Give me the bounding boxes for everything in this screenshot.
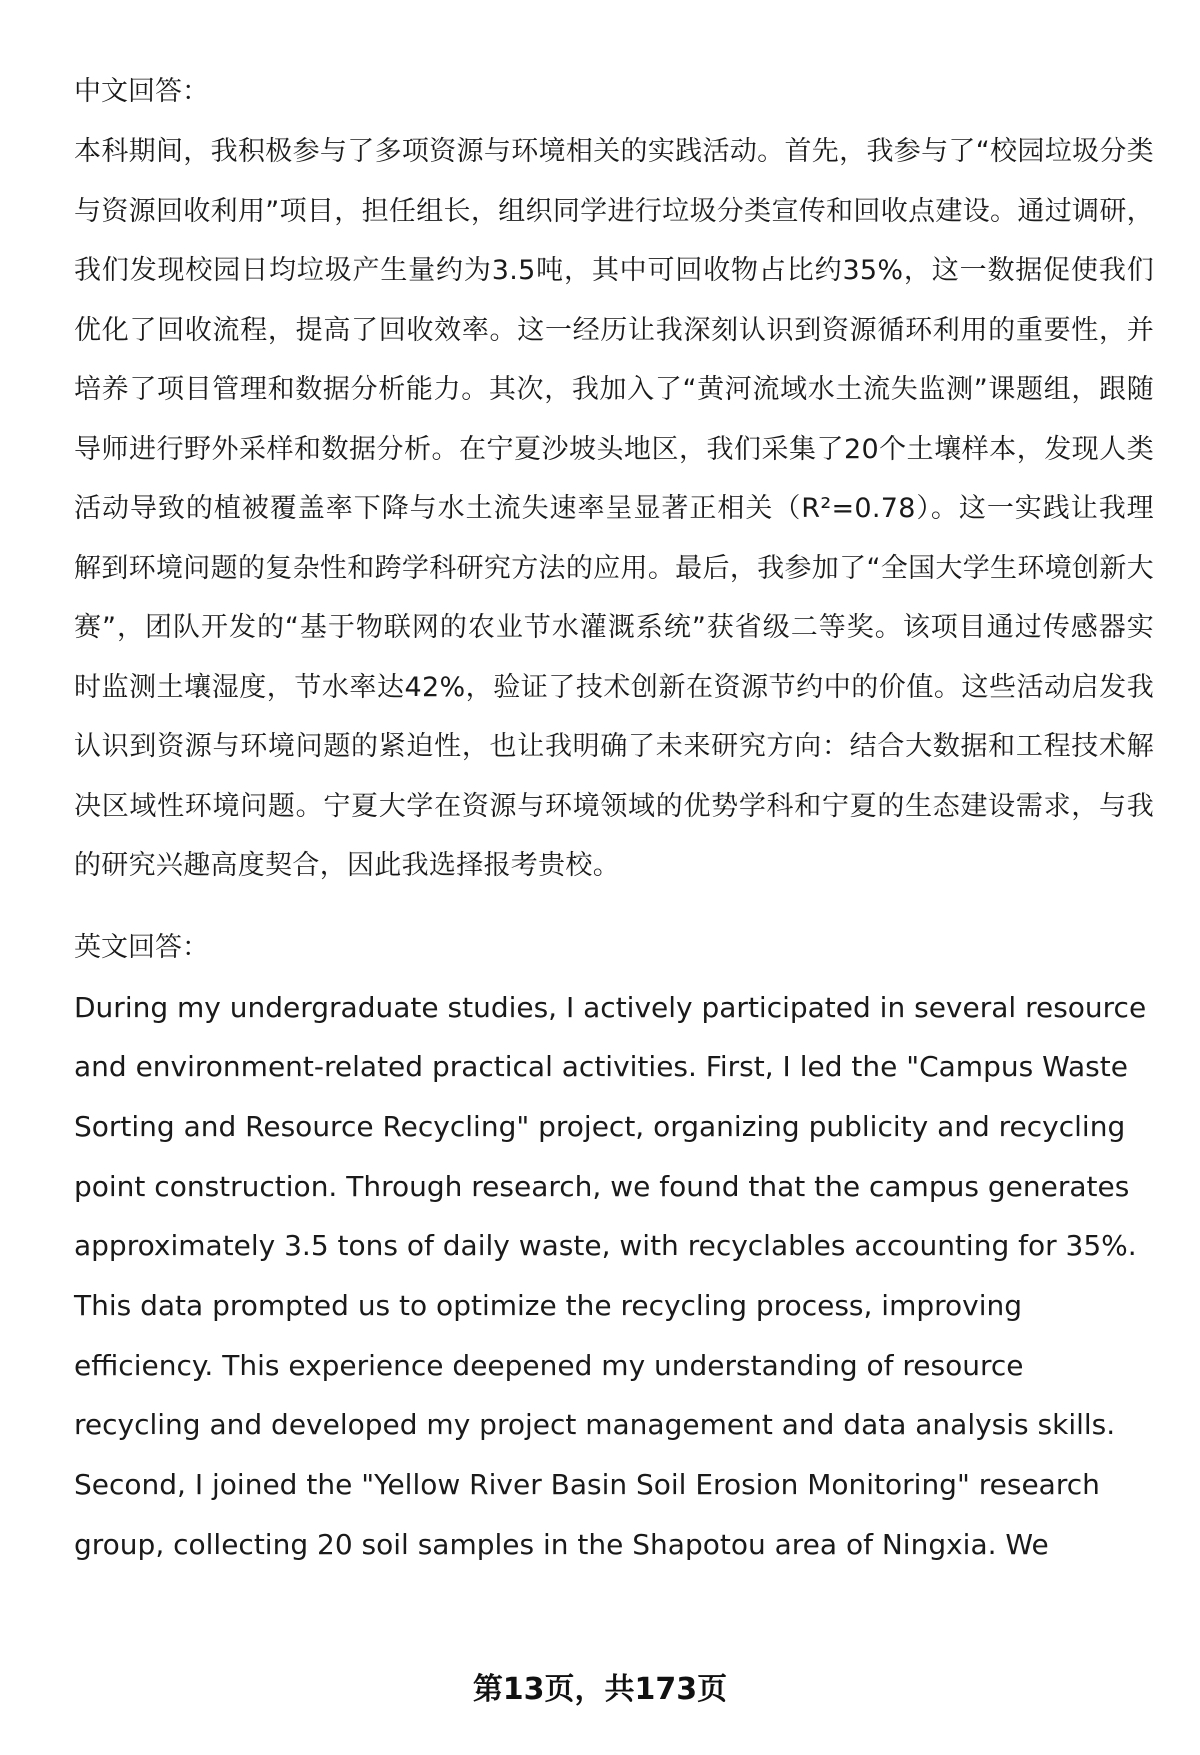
chinese-answer-body: 本科期间，我积极参与了多项资源与环境相关的实践活动。首先，我参与了“校园垃圾分类与资源回收利用”项目，担任组长，组织同学进行垃圾分类宣传和回收点建设。通过调研，我们发现校园日均垃圾产生量约为3.5吨，其中可回收物占比约35%，这一数据促使我们优化了回收流程，提高了回收效率。这一经历让我深刻认识到资源循环利用的重要性，并培养了项目管理和数据分析能力。其次，我加入了“黄河流域水土流失监测”课题组，跟随导师进行野外采样和数据分析。在宁夏沙坡头地区，我们采集了20个土壤样本，发现人类活动导致的植被覆盖率下降与水土流失速率呈显著正相关（R²=0.78）。这一实践让我理解到环境问题的复杂性和跨学科研究方法的应用。最后，我参加了“全国大学生环境创新大赛”，团队开发的“基于物联网的农业节水灌溉系统”获省级二等奖。该项目通过传感器实时监测土壤湿度，节水率达42%，验证了技术创新在资源节约中的价值。这些活动启发我认识到资源与环境问题的紧迫性，也让我明确了未来研究方向：结合大数据和工程技术解决区域性环境问题。宁夏大学在资源与环境领域的优势学科和宁夏的生态建设需求，与我的研究兴趣高度契合，因此我选择报考贵校。 [74, 136, 1154, 881]
english-answer-body: During my undergraduate studies, I actively participated in several resource and environment-related practical activities. First, I led the "Campus Waste Sorting and Resource Recycling" project, organizing publicity and recycling point construction. Through research, we found that the campus generates approximately 3.5 tons of daily waste, with recyclables accounting for 35%. This data prompted us to optimize the recycling process, improving efficiency. This experience deepened my understanding of resource recycling and developed my project management and data analysis skills. Second, I joined the "Yellow River Basin Soil Erosion Monitoring" research group, collecting 20 soil samples in the Shapotou area of Ningxia. We [74, 990, 1147, 1561]
document-content [74, 62, 1154, 1575]
chinese-answer-label: 中文回答： [74, 76, 209, 107]
english-answer-label: 英文回答： [74, 931, 209, 963]
section-spacer [74, 896, 1154, 918]
page-number-footer: 第13页，共173页 [472, 1672, 728, 1707]
